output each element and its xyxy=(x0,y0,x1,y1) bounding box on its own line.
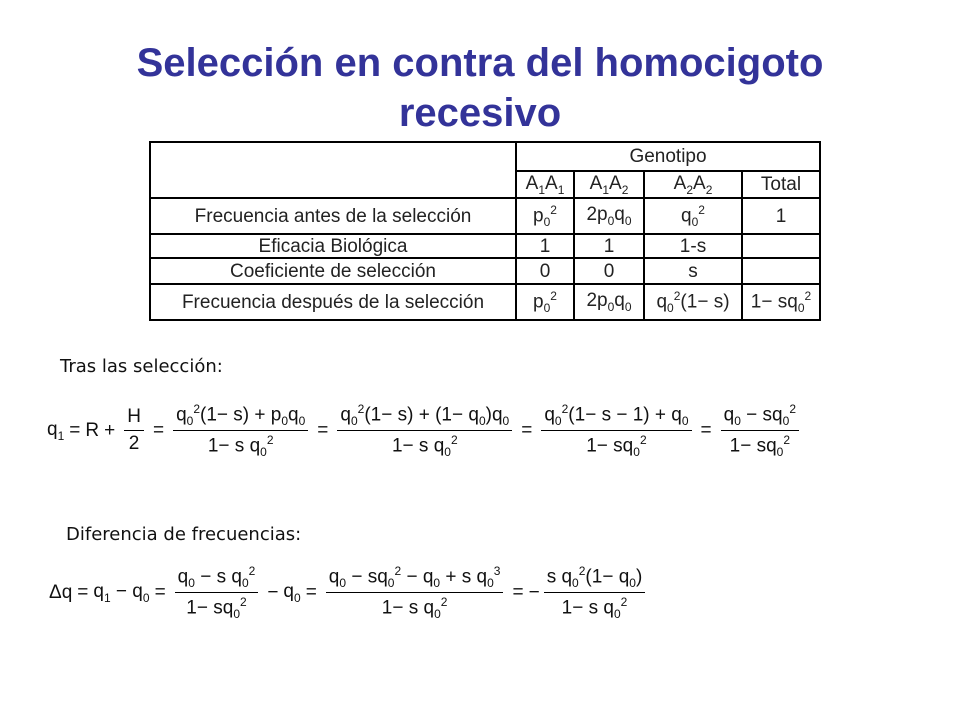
table-cell: $q_0^2$ xyxy=(644,198,742,234)
table-cell: $p_0^2$ xyxy=(516,284,574,320)
table-cell xyxy=(742,258,820,284)
table-cell: s xyxy=(644,258,742,284)
slide-title xyxy=(40,38,920,138)
table-row xyxy=(150,234,820,258)
title-line-2: recesivo xyxy=(398,91,562,135)
table-cell: $p_0^2$ xyxy=(516,198,574,234)
genotype-a1a2-header: $A_1A_2$ xyxy=(574,171,644,198)
genotype-a1a1-header: $A_1A_1$ xyxy=(516,171,574,198)
section-label-frequency-difference: Diferencia de frecuencias: xyxy=(66,524,302,545)
table-cell: $q_0^2(1- s)$ xyxy=(644,284,742,320)
genotype-table xyxy=(149,141,821,321)
genotype-group-header: Genotipo xyxy=(516,142,820,171)
row-label: Frecuencia después de la selección xyxy=(150,284,516,320)
genotype-total-header: Total xyxy=(742,171,820,198)
table-cell: 1 xyxy=(742,198,820,234)
table-cell: 1 xyxy=(574,234,644,258)
title-line-1: Selección en contra del homocigoto xyxy=(136,41,824,85)
equation-frequency-difference: Δq = $q_1 - q_0$ = $\frac{q_0 - s q_0^2}{1- sq_0^2}$ − $q_0$ = $\frac{q_0 - sq_0^2 - q_0 + s q_0^3}{1- s q_0^2}$ = − $\frac{s q_0^2(1- q_0)}{1- s q_0^2}$ xyxy=(49,564,649,621)
equation-after-selection: $q_1$ = R + $\frac{H}{2}$ = $\frac{q_0^2(1- s) + p_0q_0}{1- s q_0^2}$ = $\frac{q_0^2(1- s) + (1- q_0)q_0}{1- s q_0^2}$ = $\frac{q_0^2(1- s - 1) + q_0}{1- sq_0^2}$ = $\frac{q_0 - sq_0^2}{1- sq_0^2}$ xyxy=(47,402,803,459)
row-label: Eficacia Biológica xyxy=(150,234,516,258)
genotype-a2a2-header: $A_2A_2$ xyxy=(644,171,742,198)
table-row xyxy=(150,284,820,320)
section-label-after-selection: Tras las selección: xyxy=(60,356,223,377)
table-cell: $2p_0q_0$ xyxy=(574,198,644,234)
table-cell: 0 xyxy=(516,258,574,284)
table-cell: $2p_0q_0$ xyxy=(574,284,644,320)
table-cell: 0 xyxy=(574,258,644,284)
table-row xyxy=(150,258,820,284)
table-cell: 1-s xyxy=(644,234,742,258)
row-label: Coeficiente de selección xyxy=(150,258,516,284)
table-corner-cell xyxy=(150,142,516,198)
table-cell: $1- sq_0^2$ xyxy=(742,284,820,320)
table-row xyxy=(150,198,820,234)
row-label: Frecuencia antes de la selección xyxy=(150,198,516,234)
table-cell xyxy=(742,234,820,258)
table-cell: 1 xyxy=(516,234,574,258)
